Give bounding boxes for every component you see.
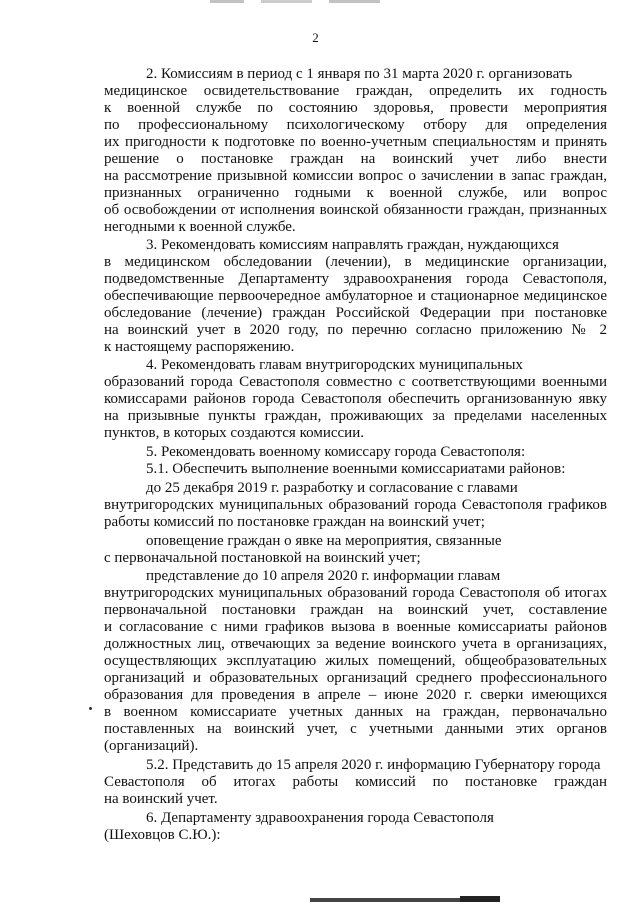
paragraph-line: на рассмотрение призывной комиссии вопрос о зачислении в запас граждан, <box>104 168 607 184</box>
paragraph-line: об освобождении от исполнения воинской обязанности граждан, признанных <box>104 202 607 218</box>
scan-artifact-top <box>210 0 380 3</box>
paragraph-line: 5. Рекомендовать военному комиссару города Севастополя: <box>146 444 526 460</box>
paragraph-line: обеспечивающие первоочередное амбулаторное и стационарное медицинское <box>104 288 607 304</box>
paragraph-line: 2. Комиссиям в период с 1 января по 31 марта 2020 г. организовать <box>146 66 573 82</box>
paragraph-line: признанных ограниченно годными к военной службе, или вопрос <box>104 185 607 201</box>
paragraph-line: образования для проведения в апреле – июне 2020 г. сверки имеющихся <box>104 687 607 703</box>
paragraph-line: негодными к военной службе. <box>104 219 296 235</box>
page-number: 2 <box>312 30 319 45</box>
paragraph-line: 5.2. Представить до 15 апреля 2020 г. информацию Губернатору города <box>146 757 601 773</box>
paragraph-line: осуществляющих эксплуатацию жилых помещений, общеобразовательных <box>104 653 607 669</box>
paragraph-line: к настоящему распоряжению. <box>104 339 295 355</box>
paragraph-line: оповещение граждан о явке на мероприятия, связанные <box>146 533 502 549</box>
paragraph-line: Севастополя об итогах работы комиссий по постановке граждан <box>104 774 607 790</box>
paragraph-line: внутригородских муниципальных образований города Севастополя графиков <box>104 497 607 513</box>
paragraph-line: должностных лиц, отвечающих за ведение воинского учета в организациях, <box>104 636 607 652</box>
scan-artifact-bottom-dark <box>460 896 500 902</box>
paragraph-line: (организаций). <box>104 738 199 754</box>
paragraph-line: обследование (лечение) граждан Российской Федерации при постановке <box>104 305 607 321</box>
paragraph-line: их пригодности к подготовке по военно-учетным специальностям и принять <box>104 134 607 150</box>
paragraph-line: на воинский учет. <box>104 791 218 807</box>
paragraph-line: с первоначальной постановкой на воинский учет; <box>104 550 421 566</box>
paragraph-line: по профессиональному психологическому отбору для определения <box>104 117 607 133</box>
paragraph-line: до 25 декабря 2019 г. разработку и согласование с главами <box>146 480 518 496</box>
paragraph-line: представление до 10 апреля 2020 г. информации главам <box>146 568 501 584</box>
paragraph-line: поставленных на воинский учет, с учетными данными этих органов <box>104 721 607 737</box>
paragraph-line: на призывные пункты граждан, проживающих за пределами населенных <box>104 408 607 424</box>
paragraph-line: (Шеховцов С.Ю.): <box>104 827 221 843</box>
paragraph-line: первоначальной постановки граждан на воинский учет, составление <box>104 602 607 618</box>
paragraph-line: подведомственные Департаменту здравоохранения города Севастополя, <box>104 271 607 287</box>
paragraph-line: в военном комиссариате учетных данных на граждан, первоначально <box>104 704 607 720</box>
paragraph-line: 5.1. Обеспечить выполнение военными комиссариатами районов: <box>146 461 566 477</box>
paragraph-line: на воинский учет в 2020 году, по перечню согласно приложению № 2 <box>104 322 607 338</box>
paragraph-line: образований города Севастополя совместно с соответствующими военными <box>104 374 607 390</box>
paragraph-line: к военной службе по состоянию здоровья, провести мероприятия <box>104 100 607 116</box>
paragraph-line: комиссарами районов города Севастополя обеспечить организованную явку <box>104 391 607 407</box>
paragraph-line: 4. Рекомендовать главам внутригородских муниципальных <box>146 357 523 373</box>
paragraph-line: внутригородских муниципальных образований города Севастополя об итогах <box>104 585 607 601</box>
paragraph-line: решение о постановке граждан на воинский учет либо внести <box>104 151 607 167</box>
paragraph-line: пунктов, в которых создаются комиссии. <box>104 425 364 441</box>
paragraph-line: 3. Рекомендовать комиссиям направлять граждан, нуждающихся <box>146 237 559 253</box>
paragraph-line: в медицинском обследовании (лечении), в медицинские организации, <box>104 254 607 270</box>
paragraph-line: медицинское освидетельствование граждан, определить их годность <box>104 83 607 99</box>
paragraph-line: и согласование с ними графиков вызова в военные комиссариаты районов <box>104 619 607 635</box>
paragraph-line: работы комиссий по постановке граждан на воинский учет; <box>104 514 485 530</box>
paragraph-line: 6. Департаменту здравоохранения города Севастополя <box>146 810 494 826</box>
scan-speck <box>89 707 92 710</box>
paragraph-line: организаций и образовательных организаций среднего профессионального <box>104 670 607 686</box>
